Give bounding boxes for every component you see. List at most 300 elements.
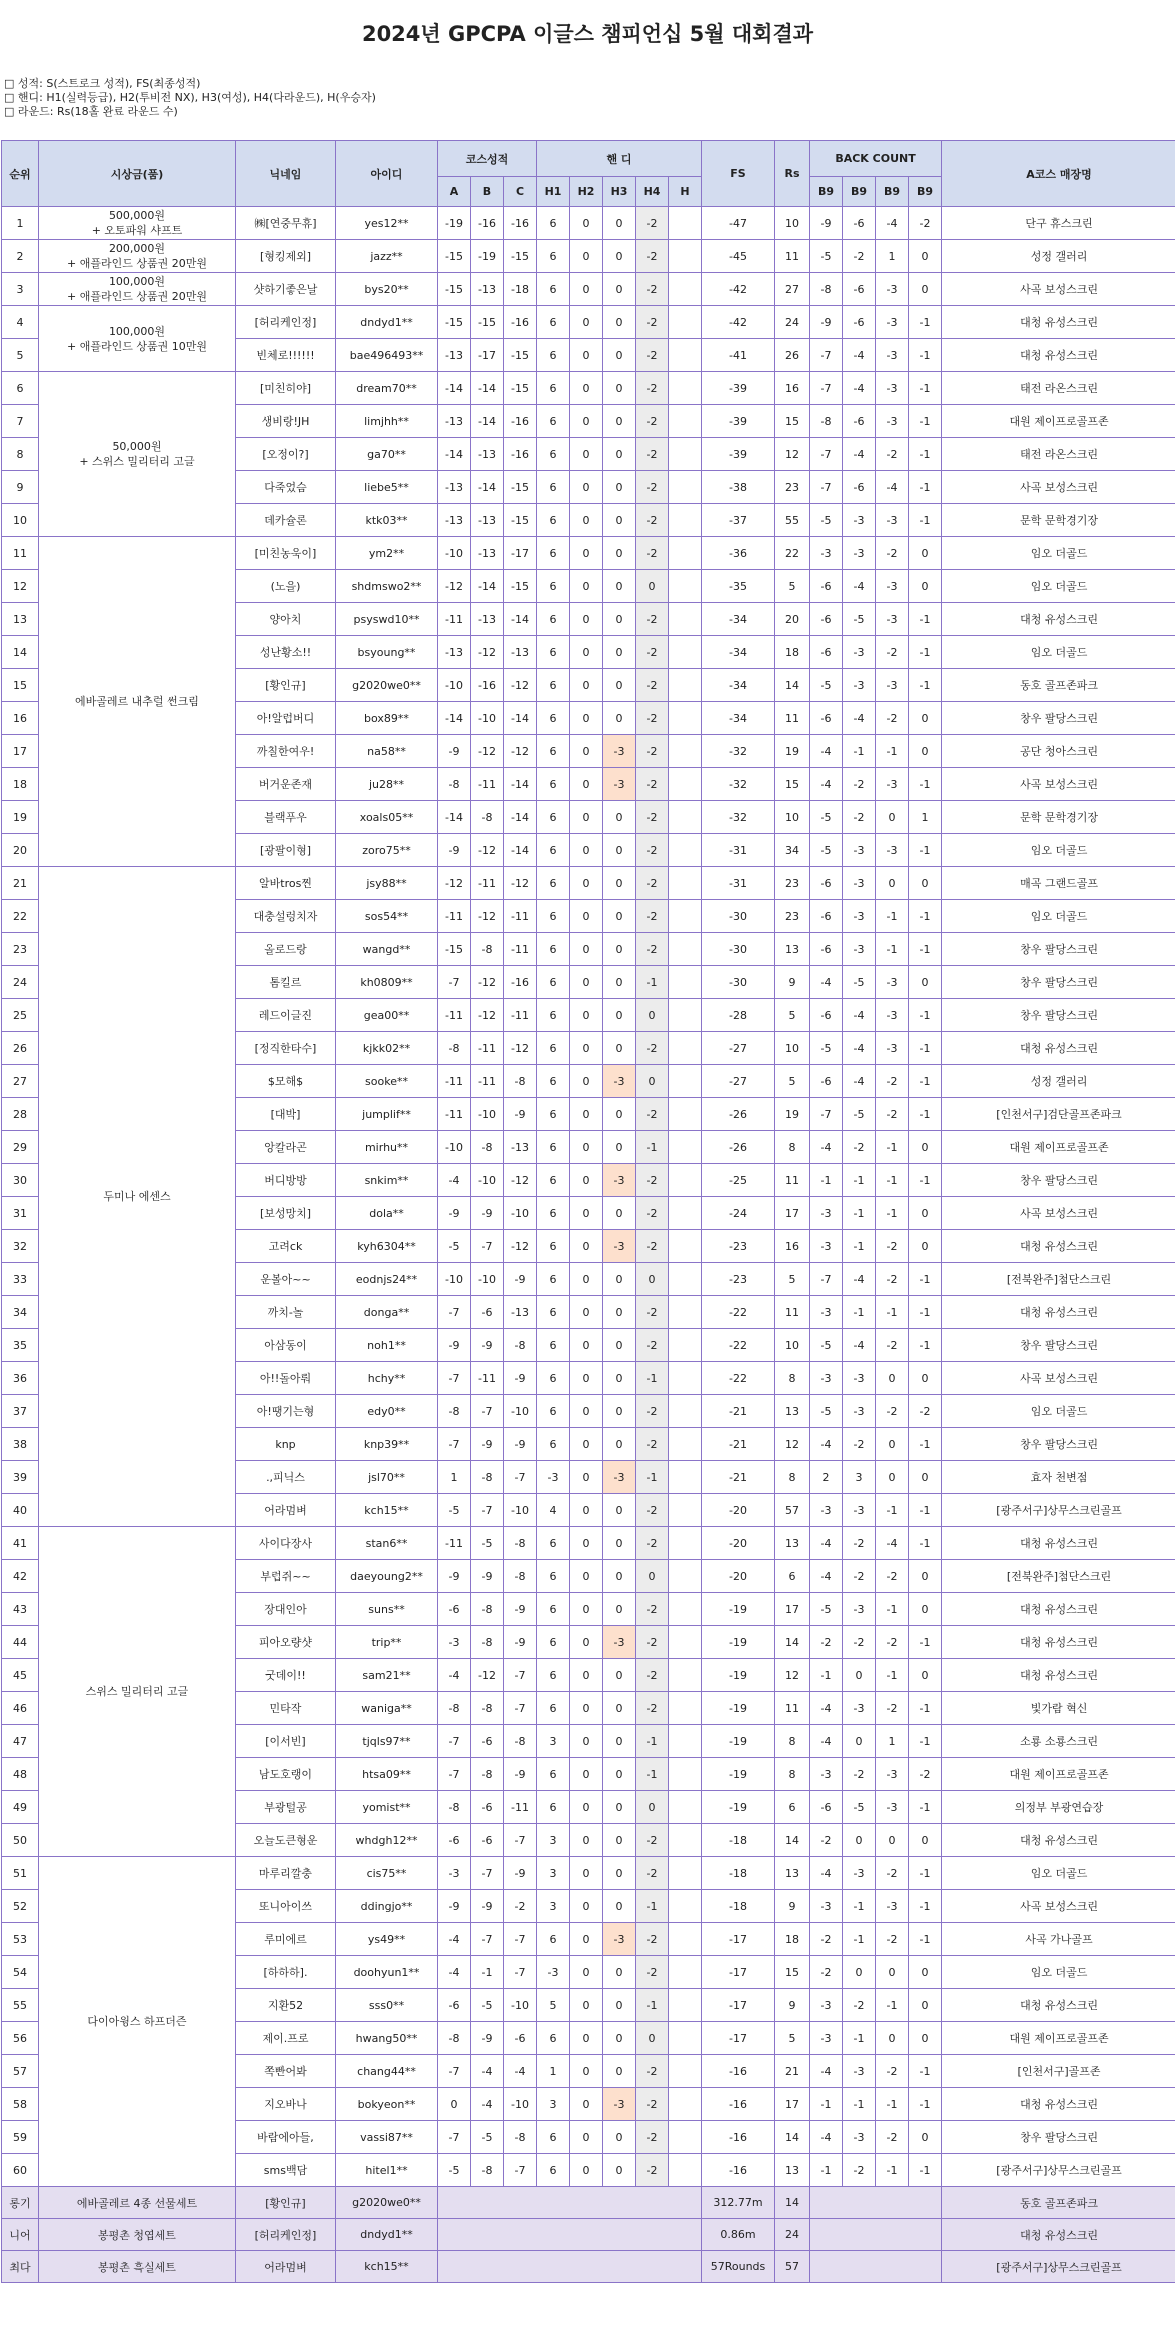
cell-a: -12 (438, 570, 471, 603)
cell-id: sos54** (336, 900, 438, 933)
cell-b: -8 (471, 2154, 504, 2187)
cell-b9-4: -1 (909, 900, 942, 933)
cell-b9-1: -4 (810, 966, 843, 999)
cell-rank: 32 (2, 1230, 39, 1263)
cell-b: -10 (471, 1263, 504, 1296)
col-nickname: 닉네임 (236, 141, 336, 207)
cell-h1: 3 (537, 1824, 570, 1857)
cell-b9-4: -2 (909, 1758, 942, 1791)
cell-h4: -2 (636, 1527, 669, 1560)
cell-h (669, 1758, 702, 1791)
cell-b9-2: -4 (843, 438, 876, 471)
cell-a: -7 (438, 1296, 471, 1329)
cell-b9-2: -2 (843, 2154, 876, 2187)
cell-id: ktk03** (336, 504, 438, 537)
cell-nickname: 굿데이!! (236, 1659, 336, 1692)
cell-b: -14 (471, 372, 504, 405)
cell-fs: -35 (702, 570, 775, 603)
award-empty (438, 2251, 702, 2283)
cell-c: -12 (504, 1164, 537, 1197)
cell-b9-3: -3 (876, 504, 909, 537)
cell-rs: 5 (775, 570, 810, 603)
cell-store: 대청 유성스크린 (942, 1527, 1175, 1560)
cell-nickname: 앙칼라곤 (236, 1131, 336, 1164)
cell-b: -8 (471, 1461, 504, 1494)
cell-h2: 0 (570, 867, 603, 900)
cell-rs: 23 (775, 471, 810, 504)
cell-h1: 6 (537, 1791, 570, 1824)
cell-b9-2: -3 (843, 504, 876, 537)
cell-h2: 0 (570, 207, 603, 240)
cell-a: -10 (438, 669, 471, 702)
cell-store: [인천서구]골프존 (942, 2055, 1175, 2088)
cell-h1: 6 (537, 1197, 570, 1230)
cell-id: kch15** (336, 1494, 438, 1527)
cell-c: -14 (504, 768, 537, 801)
cell-b9-1: -4 (810, 1725, 843, 1758)
cell-h (669, 1032, 702, 1065)
cell-b9-3: -2 (876, 1098, 909, 1131)
cell-rs: 17 (775, 1197, 810, 1230)
cell-store: 빛가람 혁신 (942, 1692, 1175, 1725)
table-header (2, 141, 1175, 207)
cell-b9-4: -1 (909, 339, 942, 372)
cell-h4: -2 (636, 471, 669, 504)
cell-h3: 0 (603, 405, 636, 438)
cell-h1: 6 (537, 900, 570, 933)
cell-fs: -42 (702, 273, 775, 306)
cell-rank: 48 (2, 1758, 39, 1791)
cell-b9-3: -1 (876, 735, 909, 768)
cell-h (669, 240, 702, 273)
cell-b9-4: 0 (909, 735, 942, 768)
cell-h3: 0 (603, 867, 636, 900)
cell-h (669, 306, 702, 339)
cell-h (669, 1956, 702, 1989)
cell-b9-3: 0 (876, 1461, 909, 1494)
cell-h3: 0 (603, 1263, 636, 1296)
cell-a: -5 (438, 1494, 471, 1527)
cell-id: box89** (336, 702, 438, 735)
cell-rank: 17 (2, 735, 39, 768)
cell-h1: 3 (537, 2088, 570, 2121)
cell-rs: 16 (775, 1230, 810, 1263)
cell-c: -13 (504, 1131, 537, 1164)
cell-h4: -2 (636, 636, 669, 669)
cell-rank: 51 (2, 1857, 39, 1890)
cell-rs: 5 (775, 999, 810, 1032)
cell-a: -13 (438, 504, 471, 537)
cell-fs: -19 (702, 1593, 775, 1626)
cell-b9-1: -6 (810, 636, 843, 669)
cell-b9-4: 0 (909, 1230, 942, 1263)
cell-h3: 0 (603, 834, 636, 867)
cell-h1: 6 (537, 1659, 570, 1692)
cell-b9-1: -1 (810, 2154, 843, 2187)
prize-cell: 200,000원 + 애플라인드 상품권 20만원 (39, 240, 236, 273)
cell-h1: 6 (537, 471, 570, 504)
cell-b9-2: -2 (843, 1989, 876, 2022)
cell-fs: -24 (702, 1197, 775, 1230)
cell-rs: 23 (775, 867, 810, 900)
award-store: 대청 유성스크린 (942, 2219, 1175, 2251)
cell-a: 1 (438, 1461, 471, 1494)
cell-c: -8 (504, 1329, 537, 1362)
cell-b9-1: -4 (810, 2121, 843, 2154)
cell-id: doohyun1** (336, 1956, 438, 1989)
cell-c: -8 (504, 2121, 537, 2154)
cell-h1: 6 (537, 801, 570, 834)
cell-a: 0 (438, 2088, 471, 2121)
cell-fs: -42 (702, 306, 775, 339)
cell-h1: 6 (537, 1098, 570, 1131)
cell-h2: 0 (570, 1329, 603, 1362)
cell-rs: 14 (775, 1824, 810, 1857)
cell-c: -7 (504, 1692, 537, 1725)
cell-b9-1: -7 (810, 372, 843, 405)
cell-b9-3: -2 (876, 636, 909, 669)
cell-rs: 8 (775, 1362, 810, 1395)
cell-h3: 0 (603, 2022, 636, 2055)
cell-b9-1: -7 (810, 1098, 843, 1131)
cell-h3: 0 (603, 2154, 636, 2187)
cell-h4: -2 (636, 405, 669, 438)
cell-h (669, 1626, 702, 1659)
cell-b9-3: -1 (876, 1296, 909, 1329)
cell-nickname: 루미에르 (236, 1923, 336, 1956)
cell-h2: 0 (570, 768, 603, 801)
cell-h4: -2 (636, 1659, 669, 1692)
cell-id: jazz** (336, 240, 438, 273)
cell-a: -7 (438, 1362, 471, 1395)
cell-store: 성정 갤러리 (942, 240, 1175, 273)
cell-h4: 0 (636, 1560, 669, 1593)
cell-c: -8 (504, 1527, 537, 1560)
cell-store: 대청 유성스크린 (942, 1593, 1175, 1626)
cell-b9-4: 0 (909, 570, 942, 603)
col-h3: H3 (603, 177, 636, 207)
cell-b9-2: -3 (843, 1692, 876, 1725)
cell-b9-1: -3 (810, 1758, 843, 1791)
cell-b9-4: -1 (909, 999, 942, 1032)
cell-h3: 0 (603, 1395, 636, 1428)
cell-h2: 0 (570, 1659, 603, 1692)
cell-id: kh0809** (336, 966, 438, 999)
cell-b9-3: -2 (876, 1230, 909, 1263)
cell-h3: -3 (603, 1923, 636, 1956)
cell-b9-1: -2 (810, 1626, 843, 1659)
cell-h3: 0 (603, 1032, 636, 1065)
cell-b: -4 (471, 2055, 504, 2088)
cell-c: -8 (504, 1560, 537, 1593)
cell-a: -14 (438, 702, 471, 735)
cell-id: snkim** (336, 1164, 438, 1197)
cell-fs: -21 (702, 1461, 775, 1494)
cell-b9-2: -3 (843, 933, 876, 966)
cell-b9-1: -6 (810, 933, 843, 966)
cell-store: 임오 더골드 (942, 1956, 1175, 1989)
cell-a: -11 (438, 603, 471, 636)
cell-h3: 0 (603, 702, 636, 735)
cell-h2: 0 (570, 1395, 603, 1428)
cell-a: -3 (438, 1857, 471, 1890)
cell-nickname: 레드이글진 (236, 999, 336, 1032)
cell-c: -6 (504, 2022, 537, 2055)
cell-fs: -20 (702, 1494, 775, 1527)
cell-h (669, 1461, 702, 1494)
cell-rank: 36 (2, 1362, 39, 1395)
cell-rank: 41 (2, 1527, 39, 1560)
cell-store: [전북완주]첨단스크린 (942, 1263, 1175, 1296)
cell-rank: 54 (2, 1956, 39, 1989)
col-store: A코스 매장명 (942, 141, 1175, 207)
cell-b: -10 (471, 1164, 504, 1197)
cell-b: -5 (471, 1989, 504, 2022)
cell-store: [인천서구]검단골프존파크 (942, 1098, 1175, 1131)
cell-nickname: 바람에아들, (236, 2121, 336, 2154)
cell-h1: 4 (537, 1494, 570, 1527)
cell-rs: 13 (775, 2154, 810, 2187)
cell-h1: 6 (537, 1329, 570, 1362)
cell-rank: 13 (2, 603, 39, 636)
cell-b: -9 (471, 1560, 504, 1593)
cell-store: 대청 유성스크린 (942, 1032, 1175, 1065)
col-fs: FS (702, 141, 775, 207)
cell-b9-4: -1 (909, 1857, 942, 1890)
cell-id: ga70** (336, 438, 438, 471)
cell-b9-1: -4 (810, 1857, 843, 1890)
cell-h2: 0 (570, 900, 603, 933)
cell-rank: 18 (2, 768, 39, 801)
cell-a: -4 (438, 1659, 471, 1692)
cell-rank: 4 (2, 306, 39, 339)
cell-rank: 55 (2, 1989, 39, 2022)
cell-h2: 0 (570, 1197, 603, 1230)
cell-a: -6 (438, 1989, 471, 2022)
cell-store: 창우 팔당스크린 (942, 1164, 1175, 1197)
cell-nickname: ㈱[연중무휴] (236, 207, 336, 240)
cell-h (669, 1791, 702, 1824)
cell-fs: -26 (702, 1098, 775, 1131)
cell-b9-3: -1 (876, 1659, 909, 1692)
cell-a: -15 (438, 273, 471, 306)
cell-b9-4: -1 (909, 669, 942, 702)
cell-nickname: 부럽쥐~~ (236, 1560, 336, 1593)
cell-b9-2: 0 (843, 1956, 876, 1989)
cell-store: 태전 라온스크린 (942, 372, 1175, 405)
cell-h (669, 801, 702, 834)
cell-nickname: 마루리깔충 (236, 1857, 336, 1890)
cell-h1: 6 (537, 438, 570, 471)
cell-b9-2: -5 (843, 1791, 876, 1824)
cell-b9-3: -3 (876, 405, 909, 438)
cell-h (669, 603, 702, 636)
cell-a: -6 (438, 1593, 471, 1626)
cell-b9-3: -3 (876, 1791, 909, 1824)
award-row (2, 2219, 1175, 2251)
cell-b9-4: 0 (909, 273, 942, 306)
cell-h4: -1 (636, 1461, 669, 1494)
cell-store: 대청 유성스크린 (942, 603, 1175, 636)
cell-h1: 6 (537, 306, 570, 339)
cell-rank: 25 (2, 999, 39, 1032)
cell-h3: 0 (603, 1098, 636, 1131)
cell-h2: 0 (570, 1560, 603, 1593)
cell-h (669, 1164, 702, 1197)
cell-b9-4: -1 (909, 438, 942, 471)
cell-b9-4: -1 (909, 1065, 942, 1098)
cell-fs: -30 (702, 933, 775, 966)
cell-h3: 0 (603, 1131, 636, 1164)
cell-h2: 0 (570, 1890, 603, 1923)
cell-rank: 38 (2, 1428, 39, 1461)
cell-b9-2: -5 (843, 603, 876, 636)
cell-store: 사곡 보성스크린 (942, 1362, 1175, 1395)
cell-h1: 6 (537, 273, 570, 306)
cell-b9-1: -4 (810, 1560, 843, 1593)
cell-fs: -34 (702, 702, 775, 735)
cell-b9-3: -2 (876, 1065, 909, 1098)
cell-fs: -19 (702, 1692, 775, 1725)
cell-id: liebe5** (336, 471, 438, 504)
cell-id: bsyoung** (336, 636, 438, 669)
cell-h (669, 1131, 702, 1164)
cell-h (669, 1428, 702, 1461)
cell-rs: 8 (775, 1131, 810, 1164)
cell-h2: 0 (570, 438, 603, 471)
cell-b9-2: -4 (843, 702, 876, 735)
cell-nickname: 부광털공 (236, 1791, 336, 1824)
prize-cell: 50,000원 + 스위스 밀리터리 고글 (39, 372, 236, 537)
cell-store: 임오 더골드 (942, 636, 1175, 669)
cell-b9-1: -5 (810, 1329, 843, 1362)
cell-id: ju28** (336, 768, 438, 801)
cell-id: ddingjo** (336, 1890, 438, 1923)
cell-h2: 0 (570, 1758, 603, 1791)
cell-b9-4: -1 (909, 1923, 942, 1956)
cell-h1: 6 (537, 1230, 570, 1263)
cell-b9-3: -1 (876, 933, 909, 966)
cell-rs: 12 (775, 438, 810, 471)
cell-fs: -41 (702, 339, 775, 372)
cell-h1: 6 (537, 372, 570, 405)
cell-h4: -2 (636, 669, 669, 702)
cell-h1: 6 (537, 1626, 570, 1659)
award-id: dndyd1** (336, 2219, 438, 2251)
cell-b9-1: -5 (810, 834, 843, 867)
cell-h4: -2 (636, 834, 669, 867)
cell-c: -9 (504, 1263, 537, 1296)
cell-h (669, 1197, 702, 1230)
cell-id: htsa09** (336, 1758, 438, 1791)
cell-nickname: [대박] (236, 1098, 336, 1131)
cell-h3: 0 (603, 1560, 636, 1593)
cell-rank: 40 (2, 1494, 39, 1527)
cell-h3: 0 (603, 2121, 636, 2154)
cell-h1: 6 (537, 405, 570, 438)
cell-b9-2: -1 (843, 1923, 876, 1956)
cell-a: -9 (438, 735, 471, 768)
cell-b9-3: -3 (876, 1890, 909, 1923)
cell-a: -8 (438, 768, 471, 801)
cell-c: -11 (504, 1791, 537, 1824)
cell-rs: 12 (775, 1659, 810, 1692)
cell-id: hitel1** (336, 2154, 438, 2187)
cell-b9-1: -4 (810, 1428, 843, 1461)
col-rank: 순위 (2, 141, 39, 207)
cell-rs: 18 (775, 1923, 810, 1956)
cell-fs: -22 (702, 1329, 775, 1362)
cell-h (669, 1560, 702, 1593)
cell-nickname: 제이.프로 (236, 2022, 336, 2055)
cell-h1: 6 (537, 636, 570, 669)
cell-rs: 15 (775, 405, 810, 438)
cell-b: -12 (471, 735, 504, 768)
cell-h3: -3 (603, 735, 636, 768)
cell-a: -8 (438, 1692, 471, 1725)
cell-rs: 6 (775, 1791, 810, 1824)
cell-b9-2: -2 (843, 1527, 876, 1560)
cell-store: 창우 팔당스크린 (942, 933, 1175, 966)
cell-a: -10 (438, 1263, 471, 1296)
cell-h3: 0 (603, 1593, 636, 1626)
cell-b9-4: -1 (909, 1791, 942, 1824)
cell-h4: -2 (636, 372, 669, 405)
cell-b9-3: -4 (876, 207, 909, 240)
results-table (1, 140, 1175, 2283)
cell-a: -9 (438, 1890, 471, 1923)
legend-round: □ 라운드: Rs(18홀 완료 라운드 수) (4, 105, 178, 118)
cell-h1: 6 (537, 1131, 570, 1164)
cell-b: -12 (471, 636, 504, 669)
cell-b: -8 (471, 1626, 504, 1659)
cell-b9-2: -3 (843, 669, 876, 702)
cell-h1: 6 (537, 240, 570, 273)
cell-c: -2 (504, 1890, 537, 1923)
cell-b9-1: -3 (810, 1989, 843, 2022)
cell-fs: -27 (702, 1065, 775, 1098)
cell-c: -7 (504, 1461, 537, 1494)
cell-h3: 0 (603, 603, 636, 636)
cell-rank: 9 (2, 471, 39, 504)
cell-c: -15 (504, 570, 537, 603)
col-prize: 시상금(품) (39, 141, 236, 207)
cell-store: 사곡 보성스크린 (942, 1890, 1175, 1923)
cell-h1: 6 (537, 1263, 570, 1296)
cell-h4: -2 (636, 1098, 669, 1131)
table-row (2, 273, 1175, 306)
col-b9-2: B9 (843, 177, 876, 207)
cell-fs: -30 (702, 900, 775, 933)
cell-b9-1: -1 (810, 2088, 843, 2121)
cell-h1: 6 (537, 207, 570, 240)
cell-h1: 6 (537, 1065, 570, 1098)
cell-rs: 57 (775, 1494, 810, 1527)
cell-store: 문학 문학경기장 (942, 504, 1175, 537)
cell-c: -10 (504, 1494, 537, 1527)
cell-b: -19 (471, 240, 504, 273)
cell-b9-1: -4 (810, 1527, 843, 1560)
cell-a: -13 (438, 636, 471, 669)
cell-h1: 6 (537, 867, 570, 900)
cell-b9-1: -6 (810, 570, 843, 603)
cell-c: -9 (504, 1362, 537, 1395)
cell-h4: -2 (636, 867, 669, 900)
prize-cell: 스위스 밀리터리 고글 (39, 1527, 236, 1857)
award-nickname: 어라멈벼 (236, 2251, 336, 2283)
award-row (2, 2251, 1175, 2283)
cell-fs: -18 (702, 1890, 775, 1923)
